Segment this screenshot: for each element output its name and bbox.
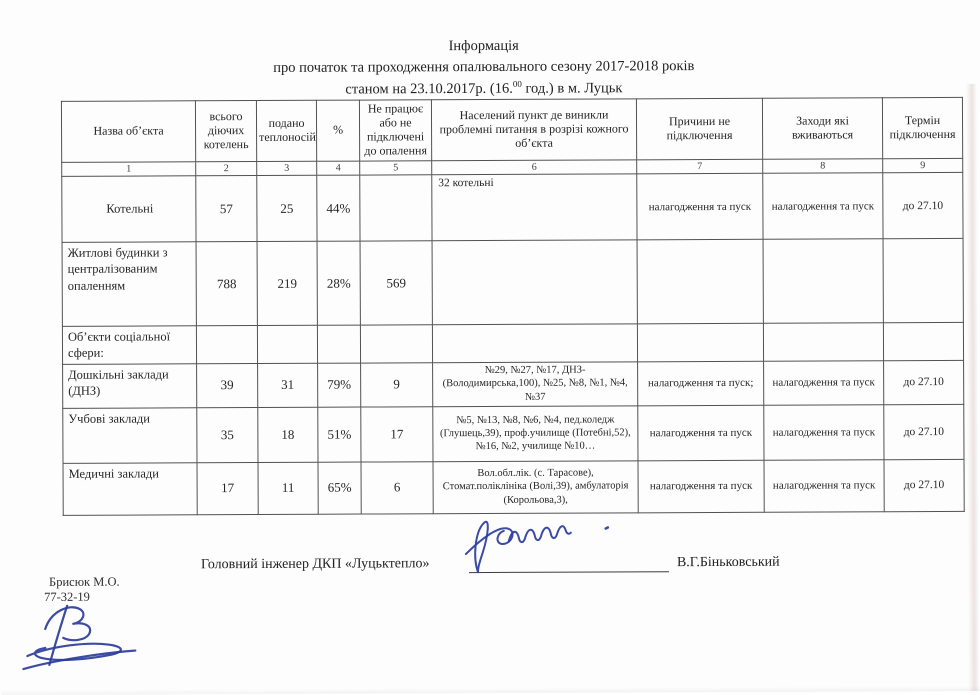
- cell-not-working: [360, 325, 432, 363]
- scan-edge-artifact: [966, 84, 980, 691]
- contact-person-name: Брисюк М.О.: [48, 574, 120, 589]
- chief-engineer-signature-ink: [456, 515, 631, 576]
- col-header-reasons: Причини не підключення: [636, 98, 762, 160]
- cell-total: 39: [197, 363, 258, 407]
- column-number: 8: [763, 159, 883, 174]
- cell-measures: [763, 239, 883, 324]
- cell-object-name: Об’єкти соціальної сфери:: [62, 326, 196, 364]
- cell-supplied: 31: [258, 363, 318, 407]
- cell-not-working: 569: [360, 241, 432, 325]
- cell-object-name: Житлові будинки з централізованим опаленням: [62, 242, 196, 327]
- cell-supplied: 18: [258, 407, 318, 462]
- cell-total: [196, 326, 257, 364]
- cell-total: 57: [196, 176, 257, 242]
- cell-object-name: Дошкільні заклади (ДНЗ): [63, 363, 197, 408]
- cell-reasons: [637, 239, 763, 324]
- cell-settlement: 32 котельні: [432, 174, 637, 241]
- table-header-row: [61, 97, 962, 162]
- cell-not-working: 6: [361, 461, 433, 513]
- cell-term: до 27.10: [884, 404, 964, 459]
- table-row-residential-buildings: [62, 238, 963, 326]
- title-line-3-superscript: 00: [512, 78, 522, 89]
- col-header-object-name: Назва об’єкта: [61, 101, 195, 163]
- cell-object-name: Котельні: [62, 176, 196, 243]
- title-line-2: про початок та проходження опалювального сезону 2017-2018 років: [273, 58, 695, 76]
- cell-supplied: 11: [258, 462, 318, 514]
- col-header-measures: Заходи які вживаються: [762, 98, 882, 160]
- cell-reasons: налагодження та пуск: [638, 405, 764, 461]
- cell-term: [883, 238, 963, 322]
- cell-reasons: налагодження та пуск: [638, 460, 764, 513]
- cell-object-name: Учбові заклади: [63, 407, 197, 463]
- cell-not-working: 17: [361, 406, 433, 461]
- title-line-1: Інформація: [448, 37, 519, 55]
- column-number: 3: [257, 161, 317, 175]
- cell-reasons: налагодження та пуск;: [638, 361, 764, 406]
- cell-reasons: [637, 323, 763, 361]
- col-header-settlement-issues: Населений пункт де виникли проблемні питання в розрізі кожного об’єкта: [431, 99, 636, 161]
- cell-percent: 65%: [318, 462, 361, 514]
- column-number: 2: [196, 162, 257, 176]
- signature-title: Головний інженер ДКП «Луцьктепло»: [200, 556, 430, 573]
- title-line-3-suffix: год.) в м. Луцьк: [521, 80, 623, 97]
- scan-bottom-shadow: [1, 686, 980, 695]
- cell-percent: 79%: [318, 363, 361, 407]
- col-header-total-boilers: всього діючих котелень: [195, 101, 256, 162]
- document-title-block: [0, 34, 969, 102]
- col-header-term: Термін підключення: [882, 97, 962, 158]
- column-number: 4: [317, 161, 360, 175]
- signature-name: В.Г.Біньковський: [676, 554, 780, 571]
- cell-percent: 51%: [318, 407, 361, 462]
- cell-percent: [317, 325, 360, 363]
- contact-phone: 77-32-19: [44, 589, 90, 604]
- cell-object-name: Медичні заклади: [63, 462, 197, 515]
- cell-supplied: 25: [257, 175, 317, 241]
- cell-term: до 27.10: [884, 459, 964, 511]
- column-number: 6: [432, 160, 637, 175]
- cell-not-working: 9: [361, 362, 433, 406]
- cell-settlement: [432, 324, 637, 362]
- cell-total: 17: [197, 462, 258, 514]
- cell-settlement: Вол.обл.лік. (с. Тарасове), Стомат.поліклініка (Волі,39), амбулаторія (Корольова,3),: [433, 460, 638, 513]
- column-number: 9: [883, 158, 963, 172]
- table-row-medical-institutions: [63, 459, 964, 515]
- cell-settlement: №29, №27, №17, ДНЗ-(Володимирська,100), №25, №8, №1, №4, №37: [433, 361, 638, 406]
- column-number: 7: [637, 159, 763, 174]
- col-header-percent: %: [316, 100, 359, 161]
- cell-measures: налагодження та пуск: [764, 459, 884, 512]
- cell-term: [883, 322, 963, 360]
- cell-not-working: [360, 175, 432, 241]
- col-header-not-working: Не працює або не підключені до опалення: [359, 100, 431, 161]
- cell-measures: [763, 323, 883, 361]
- cell-percent: 44%: [317, 175, 360, 241]
- table-row-schools: [63, 404, 964, 463]
- table-row-social-objects-header: [62, 322, 963, 363]
- cell-supplied: [257, 325, 317, 363]
- contact-signature-ink: [19, 598, 154, 677]
- cell-measures: налагодження та пуск: [764, 360, 884, 405]
- table-row-boilers: [62, 172, 963, 242]
- title-line-3-prefix: станом на 23.10.2017р. (16.: [345, 80, 513, 98]
- cell-settlement: №5, №13, №8, №6, №4, пед.коледж (Глушець,39), проф.училище (Потебні,52), №16, №2, училище №10…: [433, 405, 638, 461]
- cell-measures: налагодження та пуск: [763, 173, 883, 240]
- column-number: 1: [62, 162, 196, 177]
- cell-reasons: налагодження та пуск: [637, 173, 763, 240]
- column-number: 5: [360, 161, 432, 175]
- heating-season-table: [61, 97, 965, 515]
- table-row-preschools: [63, 360, 964, 408]
- cell-term: до 27.10: [884, 360, 964, 404]
- cell-total: 35: [197, 407, 258, 462]
- cell-term: до 27.10: [883, 172, 963, 238]
- cell-percent: 28%: [317, 241, 360, 325]
- cell-settlement: [432, 240, 637, 325]
- col-header-heat-supplied: подано теплоносій: [256, 100, 316, 161]
- cell-measures: налагодження та пуск: [764, 404, 884, 460]
- cell-total: 788: [196, 242, 257, 326]
- cell-supplied: 219: [257, 241, 317, 325]
